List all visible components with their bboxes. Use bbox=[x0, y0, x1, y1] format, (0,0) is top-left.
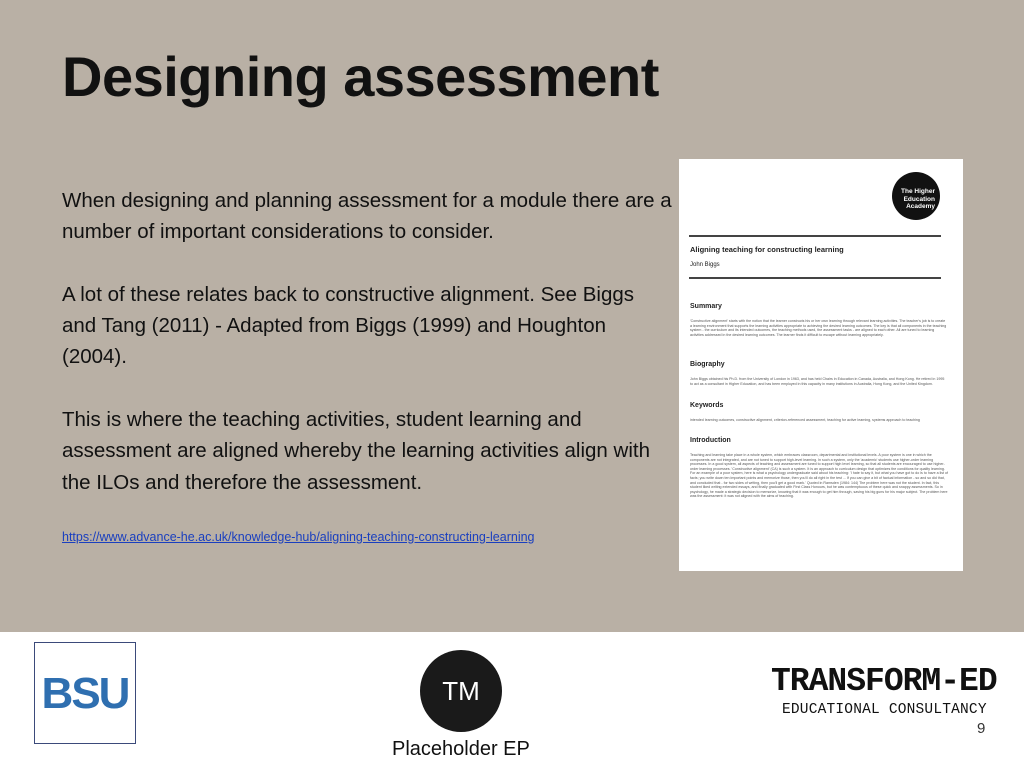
hea-logo: The Higher Education Academy bbox=[892, 172, 940, 220]
transform-ed-subtitle: EDUCATIONAL CONSULTANCY bbox=[782, 702, 987, 718]
document-author: John Biggs bbox=[690, 262, 720, 268]
section-text: John Biggs obtained his Ph.D. from the University of London in 1963, and has held Chairs in Education in Canada, Australia, and Hong Kong. He retired in 1995 to act as a consultant in Higher Education, and has been employed in this capacity in many institutions in Australia, Hong Kong, and the United Kingdom. bbox=[690, 377, 945, 386]
transform-ed-logo: TRANSFORM-ED bbox=[771, 663, 997, 700]
section-heading: Biography bbox=[690, 361, 725, 368]
section-text: 'Constructive alignment' starts with the notion that the learner constructs his or her own learning through relevant learning activities. The teacher's job is to create a learning environment that supports the learning activities appropriate to achieving the desired learning outcomes. The key is that all components in the teaching system - the curriculum and its intended outcomes, the teaching methods used, the assessment tasks - are aligned to each other. All are tuned to learning activities addressed in the desired learning outcomes. The learner finds it difficult to escape without learning appropriately. bbox=[690, 319, 947, 337]
divider bbox=[689, 235, 941, 237]
body-paragraph: A lot of these relates back to constructive alignment. See Biggs and Tang (2011) - Adapted from Biggs (1999) and Houghton (2004). bbox=[62, 282, 635, 369]
bsu-logo-text: BSU bbox=[41, 669, 129, 718]
section-text: intended learning outcomes, constructive alignment, criterion-referenced assessment, teaching for active learning, systems approach to teaching bbox=[690, 418, 920, 422]
body-paragraph: When designing and planning assessment for a module there are a number of important considerations to consider. bbox=[62, 189, 672, 244]
divider bbox=[689, 277, 941, 279]
slide-title: Designing assessment bbox=[62, 45, 659, 108]
section-heading: Keywords bbox=[690, 402, 724, 409]
section-heading: Introduction bbox=[690, 437, 731, 444]
section-text: Teaching and learning take place in a whole system, which embraces classroom, departmental and institutional levels. A poor system is one in which the components are not integrated, and are not tuned to support high-level learning. In such a system, only the 'academic' students use higher-order learning processes. In a good system, all aspects of teaching and assessment are tuned to support high level learning, so that all students are encouraged to use higher-order learning processes. 'Constructive alignment' (CA) is such a system. It is an approach to curriculum design that optimizes the conditions for quality learning. For an example of a poor system, here is what a psychology undergraduate said about his teaching: 'I hate to say it, but what you have got to do is to have a list of facts; you write down ten important points and memorize those, then you'll do all right in the test ... If you can give a bit of factual information - so and so did that, and concluded that - for two sides of writing, then you'll get a good mark.' Quoted in Ramsden (1984: 144) The problem here was not the student. In fact, this student liked writing extended essays, and finally graduated with First Class Honours, but he was contemptuous of these quick and snappy assessments. So in psychology, he made a strategic decision to memorize, knowing that it was enough to get him through, saving his big guns for his major subject. The problem here was the assessment: it was not aligned with the aims of teaching. bbox=[690, 453, 948, 499]
section-heading: Summary bbox=[690, 303, 722, 310]
document-thumbnail bbox=[679, 159, 963, 571]
tm-logo: TM bbox=[420, 650, 502, 732]
body-paragraph: This is where the teaching activities, student learning and assessment are aligned whereby the learning activities align with the ILOs and therefore the assessment. bbox=[62, 408, 650, 494]
slide-body bbox=[62, 185, 672, 529]
page-number: 9 bbox=[977, 720, 986, 737]
tm-logo-caption: Placeholder EP bbox=[392, 738, 530, 760]
reference-link[interactable]: https://www.advance-he.ac.uk/knowledge-hub/aligning-teaching-constructing-learning bbox=[62, 530, 535, 544]
bsu-logo bbox=[34, 642, 136, 744]
document-title: Aligning teaching for constructing learning bbox=[690, 245, 844, 254]
